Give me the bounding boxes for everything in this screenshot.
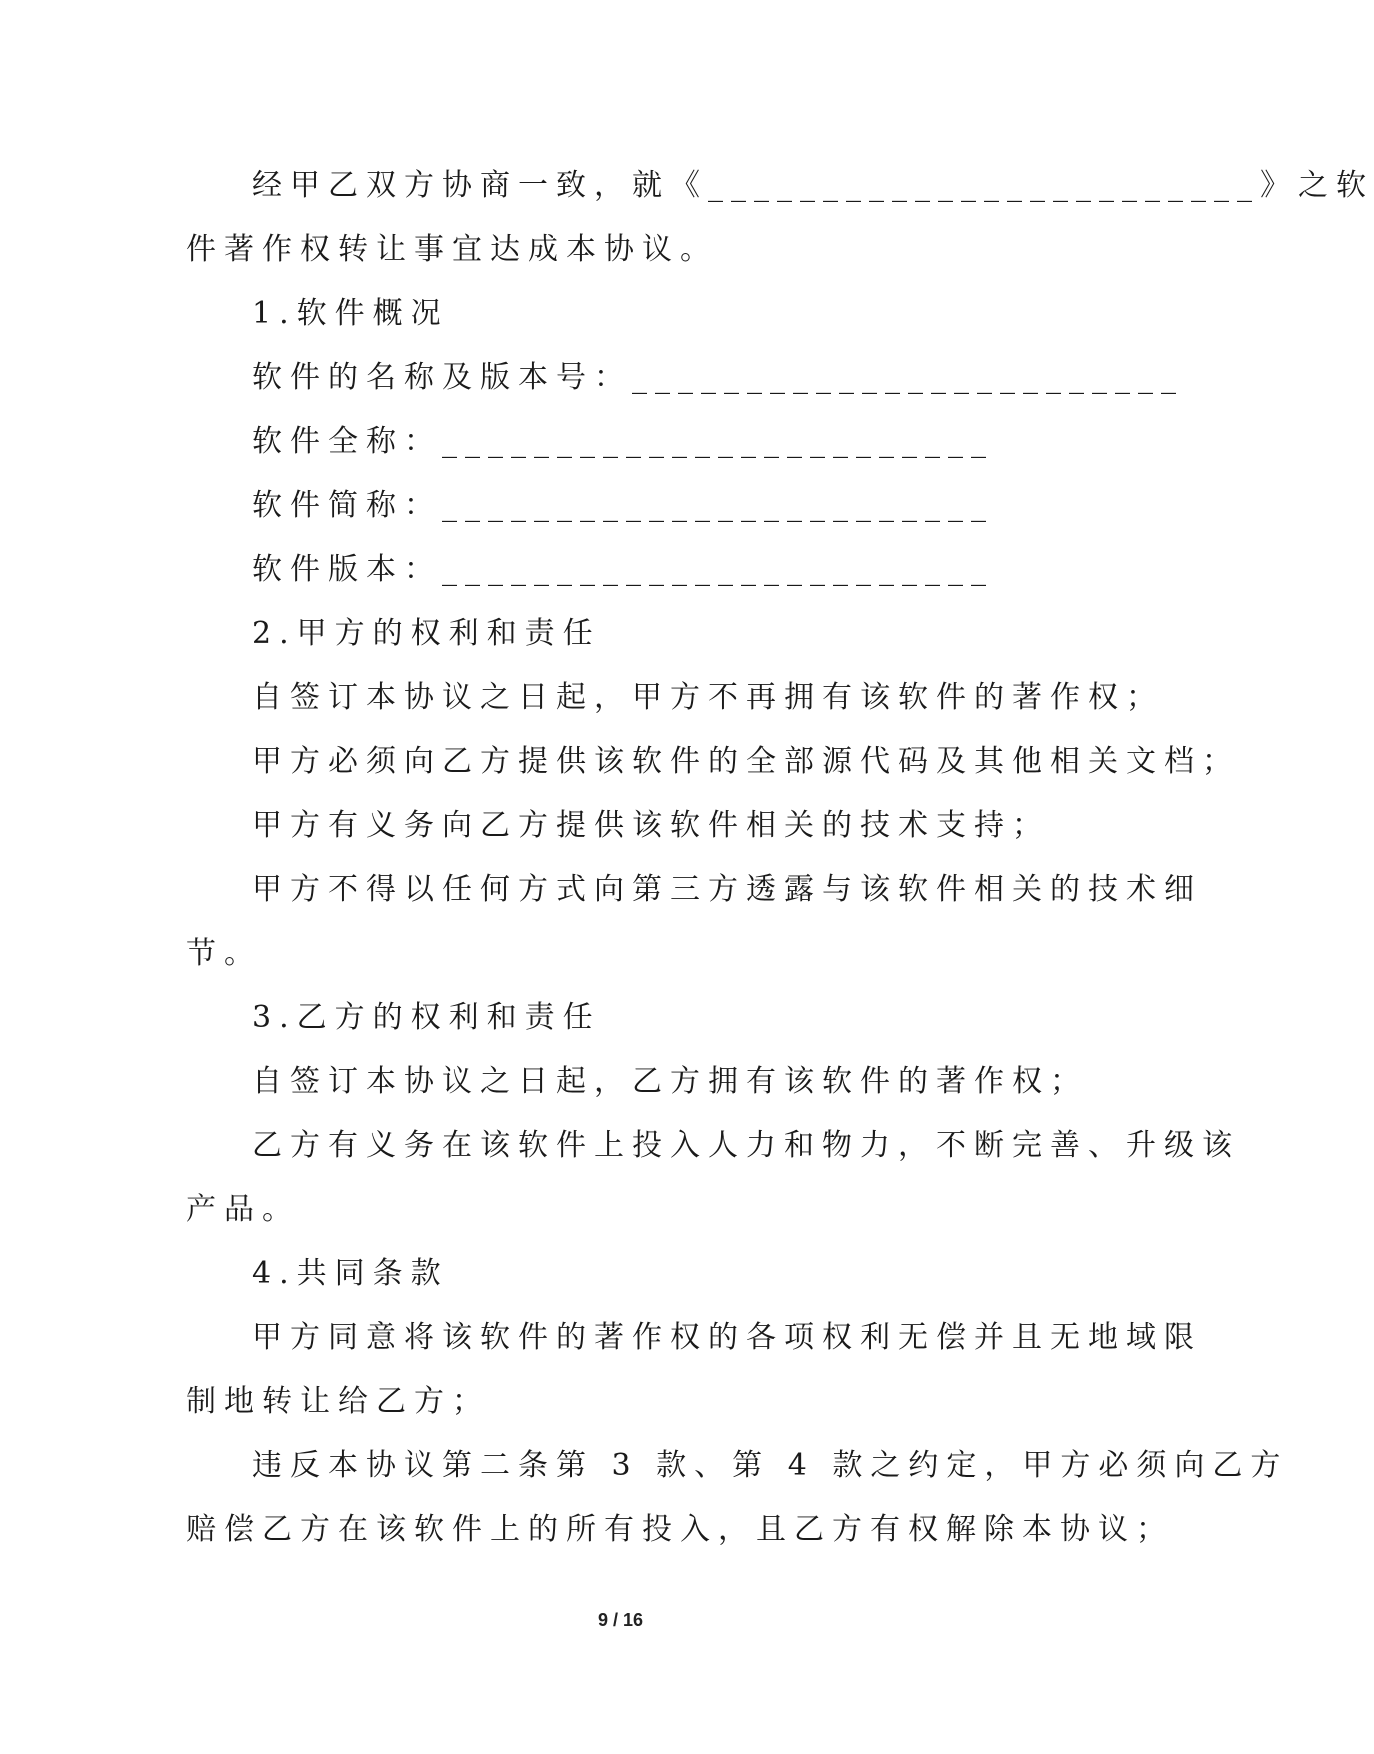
common-clause-1-line-2: 制地转让给乙方；: [186, 1384, 490, 1419]
section-heading-party-a-rights: 2.甲方的权利和责任: [252, 616, 601, 651]
party-a-clause-1: 自签订本协议之日起，甲方不再拥有该软件的著作权；: [252, 680, 1164, 715]
page-number: 9 / 16: [597, 1610, 644, 1630]
paragraph-intro-line-2: 件著作权转让事宜达成本协议。: [186, 232, 718, 267]
party-b-clause-2-line-1: 乙方有义务在该软件上投入人力和物力，不断完善、升级该: [252, 1128, 1240, 1163]
common-clause-2-line-1: 违反本协议第二条第 3 款、第 4 款之约定，甲方必须向乙方: [252, 1448, 1289, 1483]
field-software-full-name: 软件全称：________________________: [252, 424, 994, 459]
party-a-clause-3: 甲方有义务向乙方提供该软件相关的技术支持；: [252, 808, 1050, 843]
field-software-name-version: 软件的名称及版本号：________________________: [252, 360, 1184, 395]
party-a-clause-4-line-1: 甲方不得以任何方式向第三方透露与该软件相关的技术细: [252, 872, 1202, 907]
common-clause-1-line-1: 甲方同意将该软件的著作权的各项权利无偿并且无地域限: [252, 1320, 1202, 1355]
party-a-clause-4-line-2: 节。: [186, 936, 262, 971]
section-heading-software-overview: 1.软件概况: [252, 296, 449, 331]
party-a-clause-2: 甲方必须向乙方提供该软件的全部源代码及其他相关文档；: [252, 744, 1240, 779]
party-b-clause-2-line-2: 产品。: [186, 1192, 300, 1227]
field-software-short-name: 软件简称：________________________: [252, 488, 994, 523]
field-software-version: 软件版本：________________________: [252, 552, 994, 587]
party-b-clause-1: 自签订本协议之日起，乙方拥有该软件的著作权；: [252, 1064, 1088, 1099]
common-clause-2-line-2: 赔偿乙方在该软件上的所有投入，且乙方有权解除本协议；: [186, 1512, 1174, 1547]
section-heading-party-b-rights: 3.乙方的权利和责任: [252, 1000, 601, 1035]
section-heading-common-terms: 4.共同条款: [252, 1256, 449, 1291]
paragraph-intro-line-1: 经甲乙双方协商一致，就《________________________》之软: [252, 168, 1374, 203]
